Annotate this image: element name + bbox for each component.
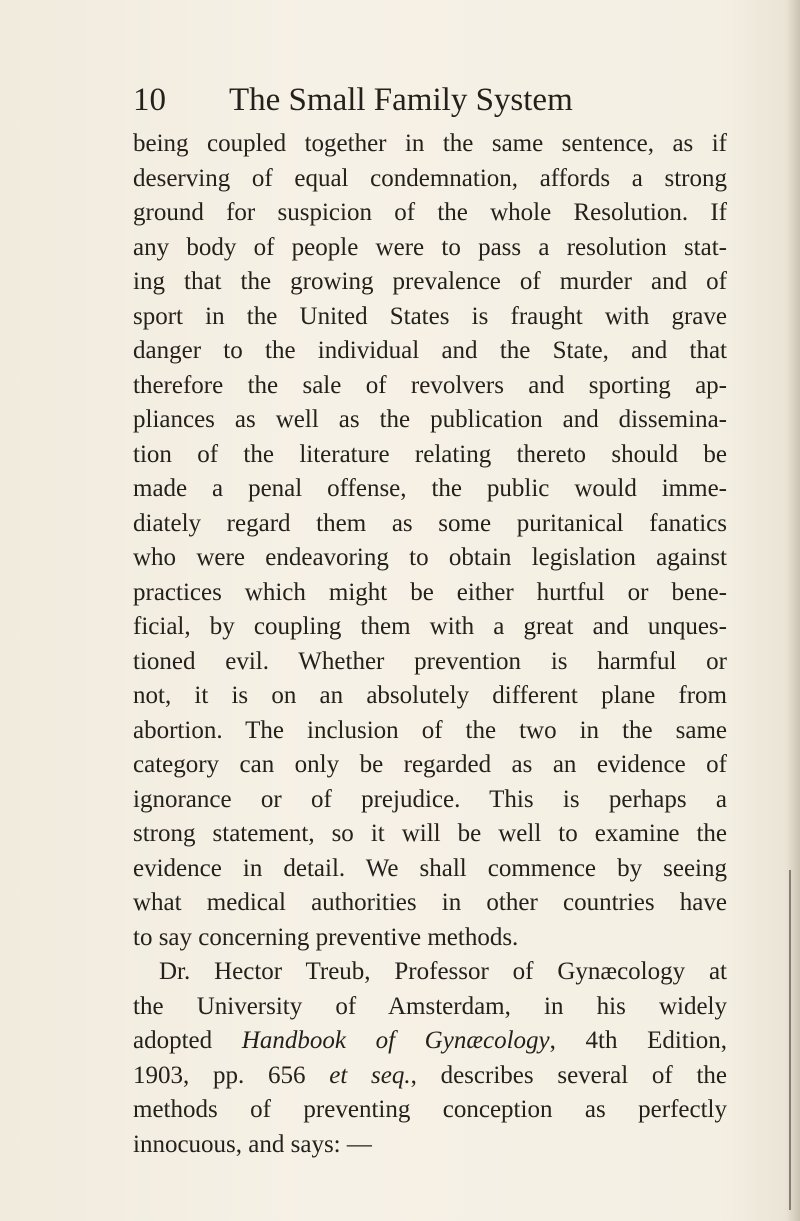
- text-line: abortion. The inclusion of the two in the same: [133, 716, 727, 744]
- text-line: any body of people were to pass a resolution stat-: [133, 233, 727, 261]
- text-line: who were endeavoring to obtain legislation against: [133, 544, 727, 571]
- text-line: ficial, by coupling them with a great and unques-: [133, 613, 727, 640]
- text-line: not, it is on an absolutely different plane from: [133, 682, 727, 709]
- text-segment: 1903, pp. 656: [133, 1061, 330, 1089]
- text-segment: , describes several of the: [410, 1061, 727, 1089]
- text-line: [133, 1024, 727, 1059]
- latin-phrase: et seq.: [329, 1061, 411, 1089]
- text-segment: adopted: [133, 1027, 242, 1054]
- text-line: pliances as well as the publication and dissemina-: [133, 406, 727, 433]
- text-line: category can only be regarded as an evidence of: [133, 751, 727, 778]
- text-line: ing that the growing prevalence of murder and of: [133, 268, 727, 295]
- page-edge-line: [789, 870, 791, 1210]
- text-line: Dr. Hector Treub, Professor of Gynæcology at: [159, 958, 727, 985]
- text-line: made a penal offense, the public would imme-: [133, 475, 727, 502]
- page-header: [133, 76, 733, 124]
- text-line: to say concerning preventive methods.: [133, 923, 519, 951]
- text-line: ground for suspicion of the whole Resolution. If: [133, 199, 727, 226]
- text-line: being coupled together in the same sentence, as if: [133, 130, 727, 157]
- paragraph-2: [133, 955, 727, 1162]
- text-line: practices which might be either hurtful or bene-: [133, 578, 727, 606]
- text-line: sport in the United States is fraught with grave: [133, 302, 727, 330]
- book-title: Handbook of Gynæcology: [241, 1027, 550, 1054]
- text-line: what medical authorities in other countries have: [133, 889, 727, 916]
- text-line: [133, 1059, 727, 1094]
- text-line: tioned evil. Whether prevention is harmful or: [133, 647, 727, 675]
- text-line: evidence in detail. We shall commence by seeing: [133, 854, 727, 882]
- text-line: the University of Amsterdam, in his widely: [133, 992, 727, 1020]
- text-line: deserving of equal condemnation, affords a strong: [133, 164, 727, 192]
- text-segment: , 4th Edition,: [549, 1027, 728, 1054]
- running-title: The Small Family System: [229, 82, 573, 118]
- text-line: innocuous, and says: —: [133, 1130, 372, 1158]
- text-line: strong statement, so it will be well to examine the: [133, 820, 727, 847]
- text-line: tion of the literature relating thereto should be: [133, 440, 727, 468]
- text-line: therefore the sale of revolvers and sporting ap-: [133, 371, 727, 399]
- paragraph-1: [133, 127, 727, 955]
- page-number: 10: [133, 82, 166, 118]
- body-text: [133, 127, 727, 1162]
- text-line: methods of preventing conception as perfectly: [133, 1096, 727, 1123]
- text-line: danger to the individual and the State, and that: [133, 337, 727, 364]
- text-line: diately regard them as some puritanical fanatics: [133, 509, 727, 537]
- text-line: ignorance or of prejudice. This is perhaps a: [133, 785, 727, 813]
